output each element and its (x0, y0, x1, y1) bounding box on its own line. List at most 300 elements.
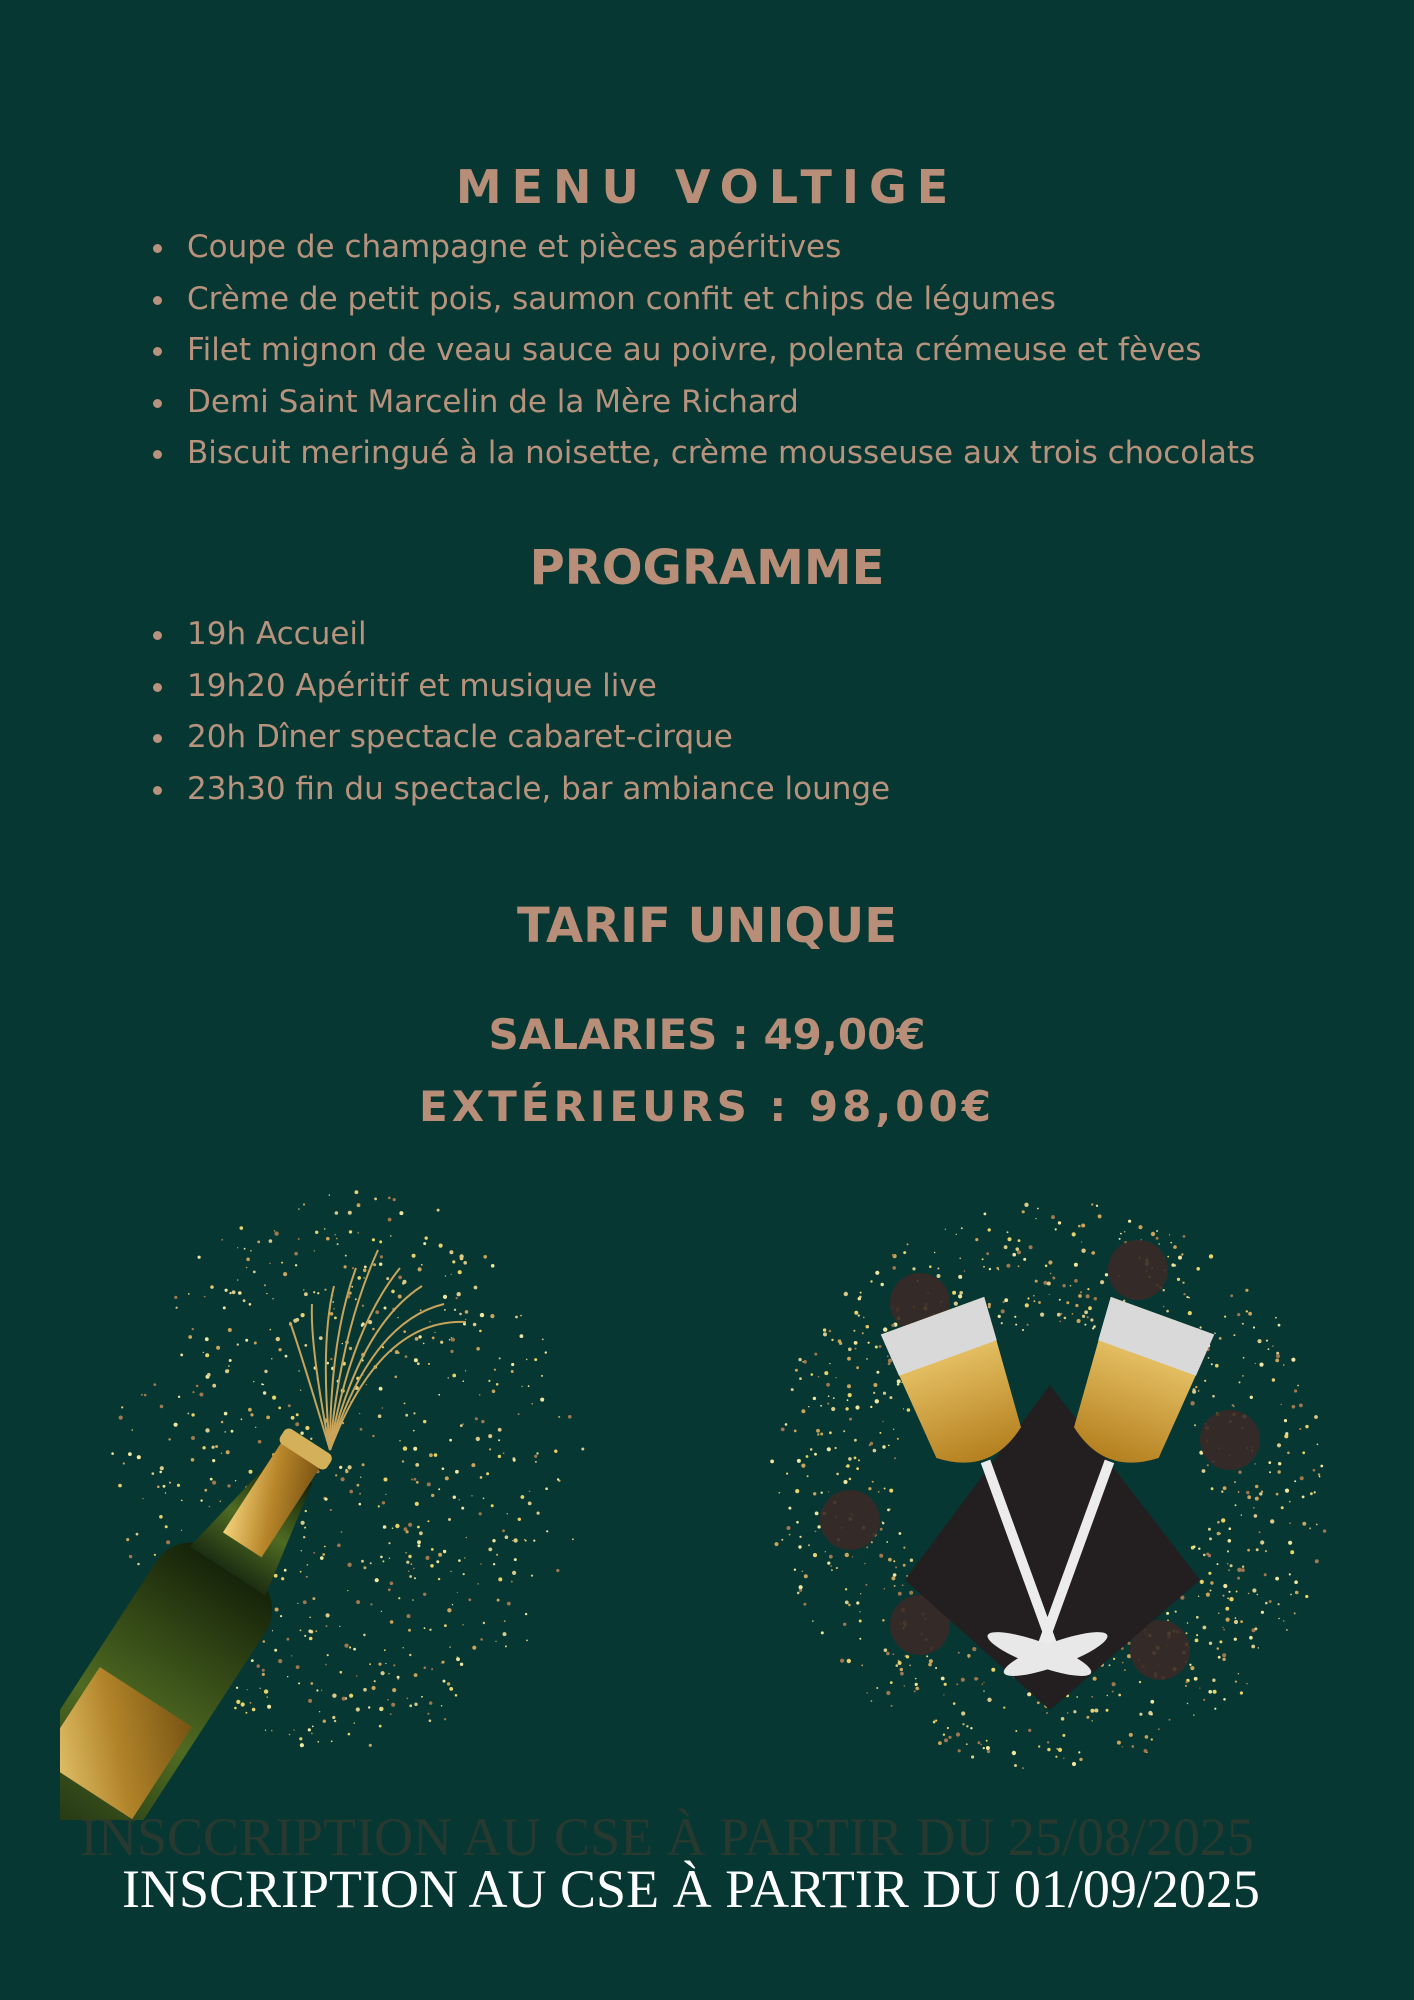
sparkle-dot (427, 1713, 429, 1715)
sparkle-dot (176, 1307, 178, 1309)
sparkle-dot (1170, 1242, 1172, 1244)
sparkle-dot (495, 1641, 496, 1642)
sparkle-dot (402, 1280, 406, 1284)
sparkle-dot (778, 1492, 780, 1494)
sparkle-dot (420, 1309, 422, 1311)
list-item: 20h Dîner spectacle cabaret-cirque (150, 712, 890, 764)
sparkle-dot (379, 1387, 383, 1391)
sparkle-dot (881, 1283, 884, 1286)
sparkle-dot (264, 1370, 267, 1373)
sparkle-dot (494, 1369, 496, 1371)
sparkle-dot (956, 1234, 957, 1235)
sparkle-dot (1196, 1634, 1198, 1636)
sparkle-dot (449, 1687, 453, 1691)
sparkle-dot (1181, 1253, 1183, 1255)
sparkle-dot (988, 1228, 991, 1231)
sparkle-dot (399, 1440, 400, 1441)
sparkle-dot (287, 1676, 288, 1677)
sparkle-dot (820, 1405, 822, 1407)
sparkle-dot (983, 1682, 984, 1683)
sparkle-dot (458, 1270, 462, 1274)
sparkle-dot (848, 1348, 852, 1352)
sparkle-dot (1246, 1310, 1248, 1312)
sparkle-dot (1253, 1507, 1255, 1509)
sparkle-dot (493, 1563, 495, 1565)
sparkle-dot (278, 1407, 281, 1410)
sparkle-dot (227, 1484, 230, 1487)
sparkle-dot (121, 1406, 123, 1408)
sparkle-dot (472, 1646, 476, 1650)
champagne-bottle-illustration (60, 1170, 660, 1820)
sparkle-dot (303, 1536, 305, 1538)
sparkle-dot (1302, 1522, 1306, 1526)
sparkle-dot (1150, 1700, 1154, 1704)
sparkle-dot (252, 1708, 256, 1712)
sparkle-dot (241, 1418, 243, 1420)
sparkle-dot (945, 1229, 946, 1230)
sparkle-dot (408, 1523, 412, 1527)
sparkle-dot (387, 1699, 388, 1700)
sparkle-dot (797, 1592, 800, 1595)
sparkle-dot (1156, 1237, 1159, 1240)
sparkle-dot (405, 1414, 408, 1417)
sparkle-dot (882, 1619, 885, 1622)
sparkle-dot (1003, 1301, 1005, 1303)
sparkle-dot (393, 1198, 396, 1201)
sparkle-dot (445, 1275, 446, 1276)
sparkle-dot (468, 1598, 471, 1601)
sparkle-dot (142, 1498, 143, 1499)
sparkle-dot (180, 1354, 183, 1357)
sparkle-dot (827, 1447, 831, 1451)
sparkle-dot (263, 1640, 266, 1643)
sparkle-dot (1100, 1280, 1104, 1284)
sparkle-dot (798, 1358, 801, 1361)
sparkle-dot (1045, 1265, 1048, 1268)
sparkle-dot (281, 1262, 283, 1264)
sparkle-dot (831, 1569, 833, 1571)
sparkle-dot (224, 1431, 226, 1433)
sparkle-dot (128, 1452, 132, 1456)
sparkle-dot (1163, 1306, 1165, 1308)
sparkle-dot (1195, 1639, 1199, 1643)
sparkle-dot (388, 1673, 389, 1674)
sparkle-dot (1088, 1306, 1092, 1310)
sparkle-dot (1275, 1577, 1279, 1581)
sparkle-dot (421, 1696, 423, 1698)
sparkle-dot (856, 1366, 859, 1369)
sparkle-dot (996, 1267, 999, 1270)
sparkle-dot (349, 1490, 353, 1494)
sparkle-dot (897, 1379, 901, 1383)
sparkle-dot (306, 1576, 308, 1578)
sparkle-dot (938, 1741, 942, 1745)
price-salaries: SALARIES : 49,00€ (488, 1010, 926, 1059)
sparkle-dot (423, 1343, 425, 1345)
sparkle-dot (1004, 1298, 1008, 1302)
sparkle-dot (379, 1725, 382, 1728)
sparkle-dot (830, 1565, 832, 1567)
sparkle-dot (1092, 1720, 1093, 1721)
sparkle-dot (929, 1265, 932, 1268)
sparkle-dot (900, 1668, 903, 1671)
sparkle-dot (843, 1480, 847, 1484)
sparkle-dot (770, 1460, 774, 1464)
sparkle-dot (223, 1306, 226, 1309)
sparkle-dot (893, 1573, 897, 1577)
sparkle-dot (532, 1403, 533, 1404)
sparkle-dot (852, 1556, 853, 1557)
sparkle-dot (909, 1665, 911, 1667)
sparkle-dot (875, 1399, 879, 1403)
sparkle-dot (1323, 1529, 1326, 1532)
sparkle-dot (254, 1342, 257, 1345)
sparkle-dot (1234, 1620, 1238, 1624)
sparkle-dot (413, 1568, 415, 1570)
sparkle-dot (907, 1408, 911, 1412)
sparkle-dot (265, 1730, 266, 1731)
sparkle-dot (207, 1373, 211, 1377)
sparkle-dot (1169, 1719, 1171, 1721)
sparkle-dot (866, 1546, 868, 1548)
sparkle-dot (1015, 1324, 1017, 1326)
sparkle-dot (406, 1561, 409, 1564)
sparkle-dot (414, 1703, 417, 1706)
sparkle-dot (823, 1328, 826, 1331)
sparkle-dot (405, 1355, 408, 1358)
sparkle-dot (295, 1422, 299, 1426)
sparkle-dot (477, 1583, 478, 1584)
sparkle-dot (348, 1211, 352, 1215)
sparkle-dot (871, 1541, 873, 1543)
sparkle-dot (1017, 1250, 1021, 1254)
sparkle-dot (462, 1624, 463, 1625)
sparkle-dot (1295, 1591, 1299, 1595)
sparkle-dot (278, 1659, 282, 1663)
sparkle-dot (1222, 1627, 1223, 1628)
sparkle-dot (1223, 1486, 1227, 1490)
sparkle-dot (1255, 1363, 1256, 1364)
sparkle-dot (362, 1305, 364, 1307)
sparkle-dot (1120, 1233, 1122, 1235)
sparkle-dot (1062, 1734, 1065, 1737)
sparkle-dot (399, 1211, 403, 1215)
sparkle-dot (1276, 1493, 1279, 1496)
sparkle-dot (964, 1270, 966, 1272)
sparkle-dot (1117, 1741, 1121, 1745)
sparkle-dot (1076, 1696, 1078, 1698)
sparkle-dot (1087, 1316, 1089, 1318)
sparkle-dot (961, 1678, 965, 1682)
sparkle-dot (246, 1267, 248, 1269)
sparkle-dot (416, 1481, 419, 1484)
sparkle-dot (505, 1535, 509, 1539)
sparkle-dot (1217, 1647, 1220, 1650)
sparkle-dot (1204, 1380, 1206, 1382)
sparkle-dot (557, 1478, 559, 1480)
sparkle-dot (1207, 1464, 1209, 1466)
sparkle-dot (291, 1416, 295, 1420)
sparkle-dot (388, 1218, 392, 1222)
sparkle-dot (1081, 1249, 1085, 1253)
sparkle-dot (1212, 1679, 1215, 1682)
sparkle-dot (1022, 1329, 1024, 1331)
sparkle-dot (943, 1734, 945, 1736)
sparkle-dot (483, 1255, 487, 1259)
sparkle-dot (237, 1279, 239, 1281)
sparkle-dot (386, 1277, 389, 1280)
sparkle-dot (253, 1271, 256, 1274)
sparkle-dot (427, 1520, 429, 1522)
sparkle-dot (438, 1553, 442, 1557)
sparkle-dot (246, 1258, 250, 1262)
sparkle-dot (1270, 1519, 1274, 1523)
sparkle-dot (1156, 1230, 1158, 1232)
sparkle-dot (1186, 1681, 1189, 1684)
sparkle-dot (428, 1363, 430, 1365)
sparkle-dot (934, 1252, 935, 1253)
sparkle-dot (490, 1314, 494, 1318)
sparkle-dot (1138, 1225, 1142, 1229)
sparkle-dot (228, 1328, 232, 1332)
sparkle-dot (952, 1291, 956, 1295)
sparkle-dot (1261, 1491, 1263, 1493)
sparkle-dot (488, 1434, 492, 1438)
sparkle-dot (301, 1550, 302, 1551)
sparkle-dot (411, 1479, 413, 1481)
sparkle-dot (972, 1647, 976, 1651)
sparkle-dot (1086, 1716, 1089, 1719)
sparkle-dot (1037, 1701, 1040, 1704)
sparkle-dot (909, 1591, 913, 1595)
sparkle-dot (301, 1521, 305, 1525)
sparkle-dot (983, 1747, 985, 1749)
sparkle-dot (372, 1328, 375, 1331)
sparkle-dot (444, 1718, 446, 1720)
sparkle-dot (476, 1437, 480, 1441)
sparkle-dot (1272, 1378, 1275, 1381)
sparkle-dot (181, 1500, 183, 1502)
sparkle-dot (845, 1553, 849, 1557)
sparkle-dot (351, 1286, 353, 1288)
sparkle-dot (388, 1542, 390, 1544)
sparkle-dot (212, 1481, 216, 1485)
sparkle-dot (907, 1243, 909, 1245)
sparkle-dot (434, 1453, 438, 1457)
sparkle-dot (317, 1292, 319, 1294)
sparkle-dot (1079, 1758, 1082, 1761)
sparkle-dot (330, 1312, 334, 1316)
sparkle-dot (475, 1417, 478, 1420)
sparkle-dot (1280, 1404, 1282, 1406)
sparkle-dot (893, 1560, 895, 1562)
sparkle-dot (137, 1563, 140, 1566)
sparkle-dot (1278, 1618, 1280, 1620)
sparkle-dot (330, 1509, 332, 1511)
sparkle-dot (1077, 1319, 1081, 1323)
sparkle-dot (317, 1741, 319, 1743)
sparkle-dot (815, 1531, 817, 1533)
sparkle-dot (1289, 1522, 1291, 1524)
sparkle-dot (1224, 1316, 1226, 1318)
sparkle-dot (392, 1527, 394, 1529)
sparkle-dot (545, 1351, 547, 1353)
sparkle-dot (200, 1499, 202, 1501)
sparkle-dot (823, 1332, 827, 1336)
sparkle-dot (1183, 1235, 1186, 1238)
sparkle-dot (1257, 1339, 1261, 1343)
sparkle-dot (1229, 1597, 1233, 1601)
sparkle-dot (1004, 1245, 1008, 1249)
sparkle-dot (794, 1569, 796, 1571)
sparkle-dot (429, 1453, 433, 1457)
sparkle-dot (391, 1703, 395, 1707)
sparkle-dot (795, 1489, 799, 1493)
sparkle-dot (479, 1394, 480, 1395)
sparkle-dot (897, 1438, 899, 1440)
sparkle-dot (398, 1295, 402, 1299)
sparkle-dot (405, 1552, 406, 1553)
sparkle-dot (413, 1447, 417, 1451)
sparkle-dot (305, 1426, 309, 1430)
sparkle-dot (505, 1645, 507, 1647)
sparkle-dot (412, 1599, 414, 1601)
sparkle-dot (848, 1393, 852, 1397)
sparkle-dot (480, 1638, 483, 1641)
sparkle-dot (455, 1470, 459, 1474)
sparkle-dot (381, 1611, 382, 1612)
sparkle-dot (159, 1471, 162, 1474)
sparkle-dot (520, 1334, 524, 1338)
sparkle-dot (1235, 1681, 1237, 1683)
sparkle-dot (1254, 1514, 1258, 1518)
sparkle-dot (1074, 1279, 1078, 1283)
sparkle-dot (870, 1280, 872, 1282)
sparkle-dot (1294, 1480, 1296, 1482)
sparkle-dot (353, 1648, 356, 1651)
sparkle-dot (983, 1690, 984, 1691)
sparkle-dot (817, 1433, 819, 1435)
sparkle-dot (379, 1263, 382, 1266)
sparkle-dot (958, 1749, 961, 1752)
sparkle-dot (781, 1539, 783, 1541)
sparkle-dot (817, 1525, 820, 1528)
sparkle-dot (1223, 1629, 1225, 1631)
sparkle-dot (1226, 1618, 1230, 1622)
sparkle-dot (1195, 1386, 1197, 1388)
sparkle-dot (372, 1435, 375, 1438)
sparkle-dot (497, 1599, 500, 1602)
tarif-title: TARIF UNIQUE (516, 898, 898, 954)
sparkle-dot (880, 1528, 883, 1531)
sparkle-dot (958, 1652, 960, 1654)
sparkle-dot (136, 1533, 139, 1536)
sparkle-dot (476, 1347, 480, 1351)
sparkle-dot (326, 1625, 328, 1627)
sparkle-dot (1166, 1310, 1169, 1313)
sparkle-dot (1268, 1348, 1270, 1350)
sparkle-dot (459, 1313, 462, 1316)
sparkle-dot (452, 1374, 456, 1378)
sparkle-dot (344, 1265, 347, 1268)
sparkle-dot (873, 1449, 877, 1453)
sparkle-dot (453, 1496, 456, 1499)
sparkle-dot (507, 1602, 511, 1606)
inscription-old-date: INSCCRIPTION AU CSE À PARTIR DU 25/08/2025 (80, 1807, 1254, 1867)
sparkle-dot (1057, 1313, 1061, 1317)
sparkle-dot (305, 1510, 307, 1512)
sparkle-dot (372, 1238, 375, 1241)
sparkle-dot (300, 1571, 302, 1573)
sparkle-dot (157, 1486, 160, 1489)
sparkle-dot (123, 1462, 125, 1464)
sparkle-dot (404, 1527, 408, 1531)
sparkle-dot (1235, 1504, 1237, 1506)
sparkle-dot (1254, 1463, 1256, 1465)
sparkle-dot (276, 1337, 280, 1341)
sparkle-dot (331, 1740, 333, 1742)
sparkle-dot (1198, 1548, 1200, 1550)
sparkle-dot (370, 1603, 372, 1605)
sparkle-dot (1313, 1469, 1316, 1472)
sparkle-dot (1050, 1273, 1051, 1274)
sparkle-dot (205, 1353, 209, 1357)
sparkle-dot (198, 1256, 201, 1259)
sparkle-dot (398, 1679, 400, 1681)
sparkle-dot (348, 1465, 352, 1469)
sparkle-dot (452, 1604, 453, 1605)
sparkle-dot (119, 1416, 123, 1420)
sparkle-dot (418, 1267, 422, 1271)
sparkle-dot (1246, 1683, 1247, 1684)
sparkle-dot (355, 1190, 359, 1194)
sparkle-dot (496, 1383, 499, 1386)
sparkle-dot (335, 1234, 336, 1235)
sparkle-dot (1024, 1203, 1028, 1207)
sparkle-dot (474, 1286, 478, 1290)
sparkle-dot (806, 1455, 809, 1458)
sparkle-dot (1188, 1311, 1192, 1315)
sparkle-dot (1107, 1695, 1109, 1697)
sparkle-dot (1234, 1481, 1236, 1483)
sparkle-dot (1001, 1309, 1005, 1313)
sparkle-dot (1047, 1748, 1050, 1751)
list-item: Crème de petit pois, saumon confit et chips de légumes (150, 274, 1255, 326)
sparkle-dot (369, 1744, 372, 1747)
sparkle-dot (903, 1547, 905, 1549)
sparkle-dot (1305, 1425, 1308, 1428)
sparkle-dot (271, 1730, 273, 1732)
sparkle-dot (319, 1336, 323, 1340)
sparkle-dot (845, 1601, 849, 1605)
sparkle-dot (1251, 1645, 1255, 1649)
sparkle-dot (848, 1604, 851, 1607)
sparkle-dot (886, 1652, 890, 1656)
sparkle-dot (325, 1664, 327, 1666)
sparkle-dot (1241, 1514, 1242, 1515)
sparkle-dot (1072, 1762, 1076, 1766)
sparkle-dot (352, 1267, 354, 1269)
sparkle-dot (836, 1567, 838, 1569)
sparkle-dot (1210, 1590, 1212, 1592)
sparkle-dot (961, 1711, 965, 1715)
sparkle-dot (395, 1376, 398, 1379)
sparkle-dot (357, 1276, 361, 1280)
sparkle-dot (264, 1689, 268, 1693)
sparkle-dot (304, 1527, 306, 1529)
sparkle-dot (1233, 1334, 1235, 1336)
sparkle-dot (1310, 1492, 1313, 1495)
